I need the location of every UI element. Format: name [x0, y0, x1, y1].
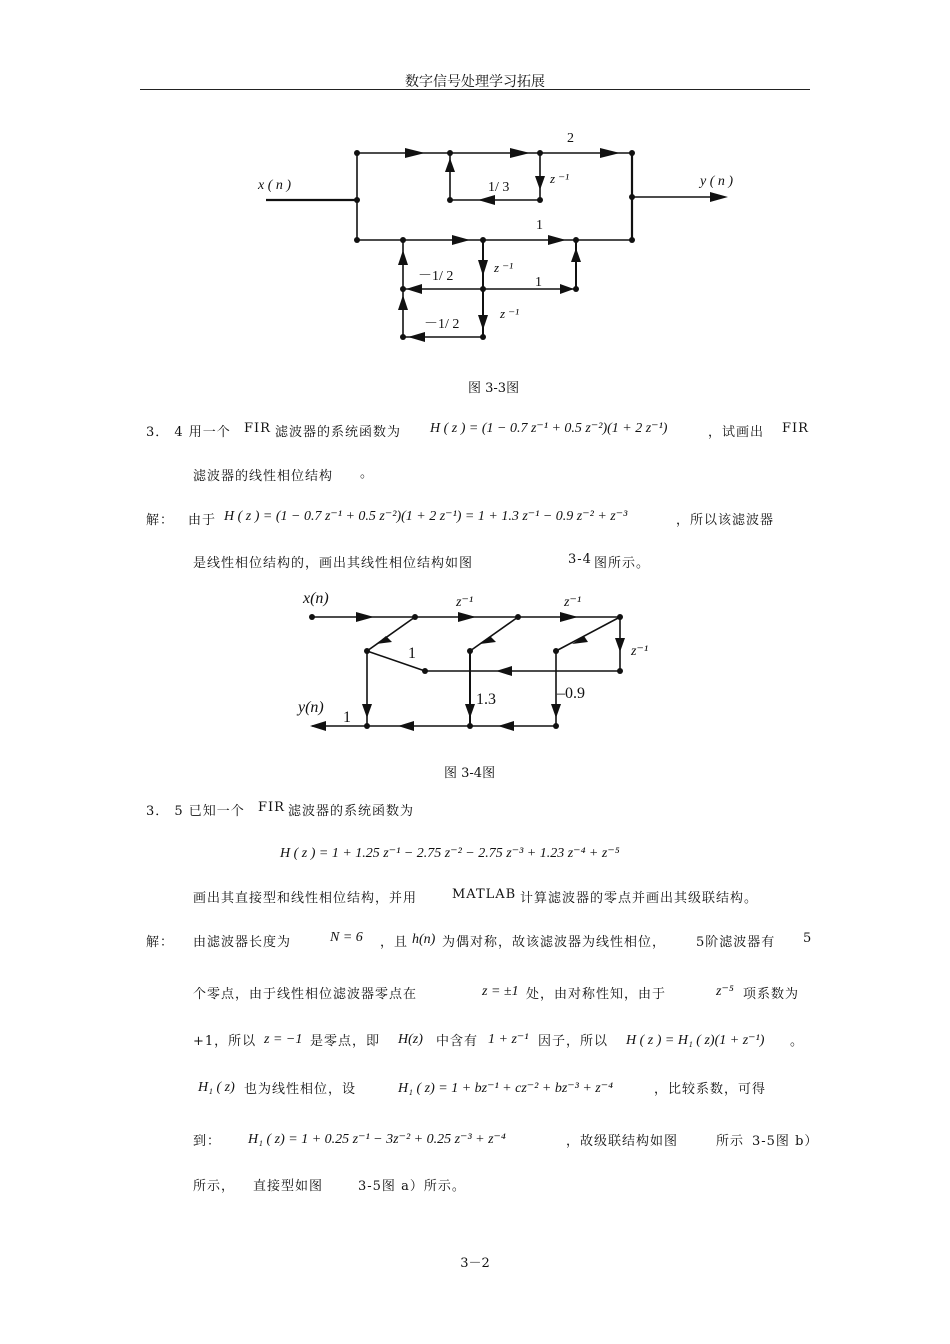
p34-line1-mid: 滤波器的系统函数为 [275, 425, 402, 440]
figure-3-3-caption: 图 3-3图 [468, 381, 520, 396]
figure-3-4 [0, 580, 950, 750]
p34-solution-suffix: ，所以该滤波器 [676, 513, 775, 528]
node-dots [354, 150, 635, 340]
fig33-input-label: x ( n ) [258, 178, 292, 193]
p35-l2-d: z⁻⁵ [716, 984, 734, 999]
p35-sol-d: 5阶滤波器有 [696, 935, 776, 950]
p34-line1-prefix: 3． 4 用一个 [146, 425, 231, 440]
p35-line3-b: MATLAB [452, 887, 517, 902]
p34-line2: 滤波器的线性相位结构 [193, 469, 334, 484]
fig34-delay-a: z⁻¹ [456, 595, 474, 610]
figure-3-3 [0, 0, 950, 380]
p35-sol-c: 为偶对称，故该滤波器为线性相位， [442, 935, 667, 950]
p35-l2-b: z = ±1 [482, 984, 519, 999]
p34-solution-label: 解： [146, 513, 175, 528]
fig33-gain-1-3: 1/ 3 [488, 180, 510, 195]
p35-sol-h: h(n) [412, 932, 436, 947]
p34-solution-line2: 是线性相位结构的，画出其线性相位结构如图 [193, 556, 474, 571]
p34-solution-prefix: 由于 [188, 513, 217, 528]
p34-solution-fig-suffix: 图所示。 [594, 556, 651, 571]
p35-l3-a: +1，所以 [193, 1034, 257, 1049]
p35-l5-a: 到： [193, 1134, 222, 1149]
p35-l5-c: ，故级联结构如图 [566, 1134, 679, 1149]
p35-l3-h: H ( z ) = H₁ ( z)(1 + z⁻¹) [626, 1033, 765, 1048]
p35-l5-b: H₁ ( z) = 1 + 0.25 z⁻¹ − 3z⁻² + 0.25 z⁻³ + z⁻⁴ [248, 1132, 506, 1147]
p35-l3-f: 1 + z⁻¹ [488, 1032, 529, 1047]
p35-sol-N: N = 6 [330, 930, 363, 945]
fig33-delay-top: z ⁻¹ [550, 171, 570, 186]
page-number: 3－2 [460, 1256, 490, 1271]
p35-l5-e: 3-5图 b） [752, 1134, 819, 1149]
figure-3-4-caption: 图 3-4图 [444, 766, 496, 781]
p35-solution-label: 解： [146, 935, 175, 950]
fig34-coef-1-3: 1.3 [476, 691, 496, 708]
p35-l6-b: 直接型如图 [253, 1179, 324, 1194]
fig34-coef-1-upper: 1 [408, 645, 416, 662]
fig33-gain-1-mid: 1 [535, 275, 542, 290]
p35-l4-d: ，比较系数，可得 [654, 1082, 767, 1097]
fig34-delay-b: z⁻¹ [564, 595, 582, 610]
p35-l4-b: 也为线性相位，设 [244, 1082, 357, 1097]
fig33-output-label: y ( n ) [700, 174, 734, 189]
p34-solution-formula: H ( z ) = (1 − 0.7 z⁻¹ + 0.5 z⁻²)(1 + 2 z⁻¹) = 1 + 1.3 z⁻¹ − 0.9 z⁻² + z⁻³ [224, 509, 628, 524]
fig34-output-label: y(n) [298, 699, 324, 716]
p35-l6-c: 3-5图 a）所示。 [358, 1179, 466, 1194]
p35-l6-a: 所示， [193, 1179, 236, 1194]
p34-formula: H ( z ) = (1 − 0.7 z⁻¹ + 0.5 z⁻²)(1 + 2 z⁻¹) [430, 421, 668, 436]
p35-l2-e: 项系数为 [743, 987, 800, 1002]
p35-line1-fir: FIR [258, 800, 285, 815]
p35-formula: H ( z ) = 1 + 1.25 z⁻¹ − 2.75 z⁻² − 2.75 z⁻³ + 1.23 z⁻⁴ + z⁻⁵ [280, 846, 620, 861]
p35-line1-suffix: 滤波器的系统函数为 [288, 804, 415, 819]
fig34-coef-m09: –0.9 [557, 685, 585, 702]
p34-line2-end: 。 [360, 466, 375, 481]
p35-l3-e: 中含有 [436, 1034, 479, 1049]
fig33-delay-mid: z ⁻¹ [494, 260, 514, 275]
p35-l4-a: H₁ ( z) [198, 1080, 235, 1095]
p35-line3-c: 计算滤波器的零点并画出其级联结构。 [520, 891, 759, 906]
fig34-input-label: x(n) [303, 590, 329, 607]
p35-sol-a: 由滤波器长度为 [193, 935, 292, 950]
fig33-delay-bot: z ⁻¹ [500, 306, 520, 321]
fig34-coef-1-lower: 1 [343, 709, 351, 726]
p34-line1-fir: FIR [244, 421, 271, 436]
p35-sol-b: ，且 [380, 935, 409, 950]
p35-l5-d: 所示 [716, 1134, 745, 1149]
fig33-gain-1: 1 [536, 218, 543, 233]
fig34-delay-c: z⁻¹ [631, 644, 649, 659]
p35-l3-d: H(z) [398, 1032, 423, 1047]
p35-l4-c: H₁ ( z) = 1 + bz⁻¹ + cz⁻² + bz⁻³ + z⁻⁴ [398, 1081, 614, 1096]
fig33-gain-m12-a: －1/ 2 [418, 269, 454, 284]
p34-solution-fig: 3-4 [568, 552, 592, 567]
p35-l3-c: 是零点，即 [310, 1034, 381, 1049]
p35-l2-c: 处，由对称性知，由于 [526, 987, 667, 1002]
p35-line3-a: 画出其直接型和线性相位结构，并用 [193, 891, 418, 906]
fig33-gain-2: 2 [567, 131, 574, 146]
p35-line1-prefix: 3． 5 已知一个 [146, 804, 245, 819]
p35-l3-b: z = −1 [264, 1032, 303, 1047]
p35-l3-i: 。 [790, 1034, 805, 1049]
page-header: 数字信号处理学习拓展 [405, 74, 545, 90]
p34-line1-fir2: FIR [782, 421, 809, 436]
p35-l3-g: 因子，所以 [538, 1034, 609, 1049]
p34-line1-suffix: ，试画出 [708, 425, 765, 440]
fig33-gain-m12-b: －1/ 2 [424, 317, 460, 332]
p35-l2-a: 个零点，由于线性相位滤波器零点在 [193, 987, 418, 1002]
p35-sol-e: 5 [803, 931, 813, 946]
